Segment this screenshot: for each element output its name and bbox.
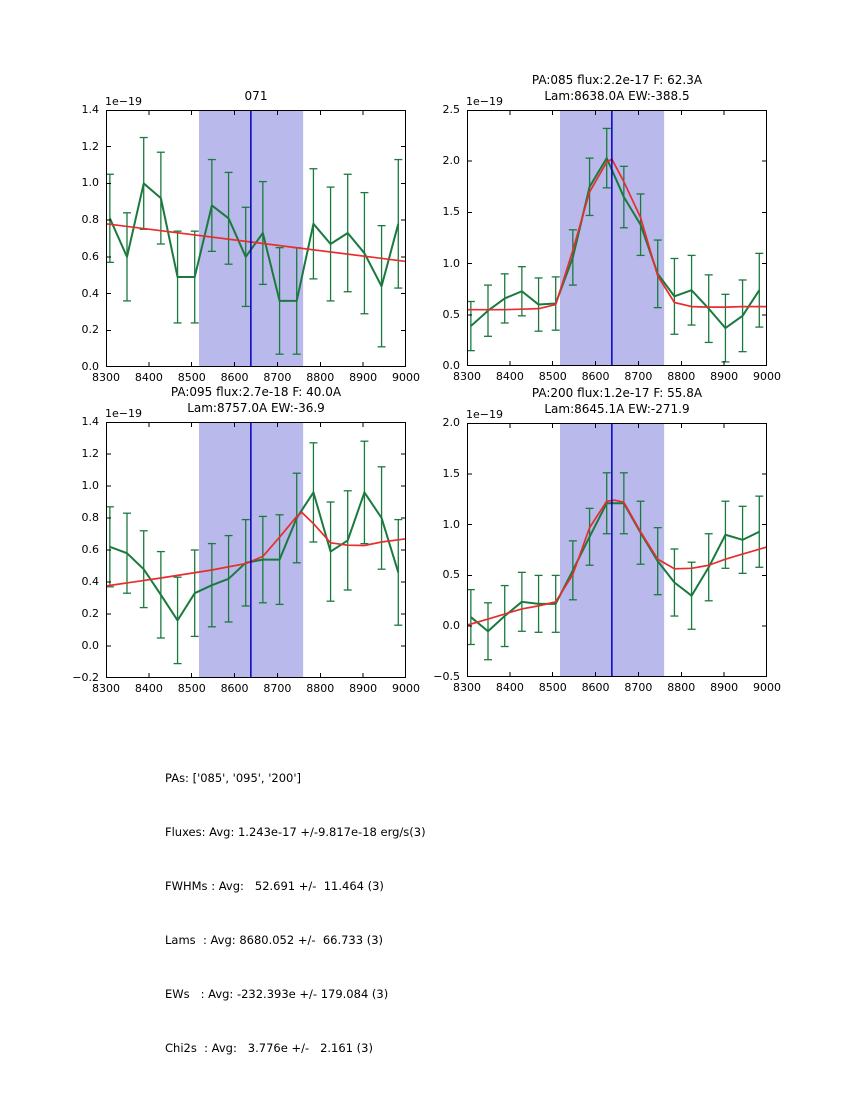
x-tick-label: 8900 <box>710 370 739 383</box>
x-tick-label: 8500 <box>177 682 206 695</box>
plot-title-line: Lam:8645.1A EW:-271.9 <box>544 401 690 416</box>
y-tick-label: 2.0 <box>442 416 460 429</box>
y-axis-offset-label: 1e−19 <box>466 408 503 421</box>
x-tick-label: 8800 <box>667 370 696 383</box>
plot-canvas <box>467 110 767 366</box>
x-tick-label: 8300 <box>92 682 120 695</box>
stats-chi2s: Chi2s : Avg: 3.776e +/- 2.161 (3) <box>165 1041 373 1055</box>
x-tick-label: 8700 <box>263 371 292 384</box>
y-tick-label: 1.0 <box>442 517 460 531</box>
stats-pas: PAs: ['085', '095', '200'] <box>165 771 302 785</box>
x-tick-label: 8900 <box>349 682 378 695</box>
y-tick-label: −0.5 <box>433 670 460 683</box>
y-tick-label: 0.2 <box>81 607 99 620</box>
y-tick-label: 0.6 <box>81 543 99 556</box>
x-tick-label: 8300 <box>453 370 481 383</box>
plot-title-line: PA:095 flux:2.7e-18 F: 40.0A <box>170 385 342 399</box>
subplot-bottom-left <box>72 385 420 695</box>
x-tick-label: 8400 <box>134 682 163 695</box>
x-tick-label: 9000 <box>753 370 781 383</box>
subplot-top-left <box>81 88 420 384</box>
x-tick-label: 8600 <box>220 682 249 695</box>
y-tick-label: 1.2 <box>81 447 99 460</box>
y-tick-label: 0.6 <box>81 249 99 263</box>
y-tick-label: 1.4 <box>81 103 99 116</box>
y-tick-label: 1.5 <box>442 466 460 480</box>
y-tick-label: 0.4 <box>81 286 99 300</box>
y-tick-label: 1.0 <box>81 479 99 492</box>
y-axis-offset-label: 1e−19 <box>105 95 142 108</box>
y-tick-label: 0.0 <box>81 360 99 373</box>
x-tick-label: 8500 <box>538 681 567 694</box>
x-tick-label: 8400 <box>134 371 163 384</box>
y-tick-label: 0.0 <box>442 359 460 372</box>
x-tick-label: 8500 <box>177 371 206 384</box>
y-axis-offset-label: 1e−19 <box>105 407 142 420</box>
x-tick-label: 8900 <box>349 371 378 384</box>
x-tick-label: 9000 <box>392 682 420 695</box>
x-tick-label: 8600 <box>220 371 249 384</box>
y-tick-label: 0.8 <box>81 511 99 524</box>
x-tick-label: 8700 <box>624 370 653 383</box>
x-tick-label: 9000 <box>392 371 420 384</box>
y-tick-label: 0.0 <box>442 619 460 633</box>
stats-fwhms: FWHMs : Avg: 52.691 +/- 11.464 (3) <box>165 879 384 893</box>
subplot-bottom-right <box>433 386 781 694</box>
y-tick-label: 1.4 <box>81 415 99 428</box>
x-tick-label: 8300 <box>92 371 120 384</box>
plot-canvas <box>467 423 767 677</box>
x-tick-label: 8900 <box>710 681 739 694</box>
plot-canvas <box>106 422 406 678</box>
x-tick-label: 9000 <box>753 681 781 694</box>
y-tick-label: 2.5 <box>442 103 460 116</box>
y-tick-label: 0.5 <box>442 307 460 321</box>
stats-ews: EWs : Avg: -232.393e +/- 179.084 (3) <box>165 987 389 1001</box>
y-tick-label: 0.5 <box>442 568 460 582</box>
stats-block <box>165 743 426 1095</box>
x-tick-label: 8400 <box>495 681 524 694</box>
y-tick-label: 0.4 <box>81 575 99 588</box>
y-tick-label: 0.8 <box>81 213 99 227</box>
y-tick-label: 0.2 <box>81 323 99 337</box>
y-tick-label: −0.2 <box>72 671 99 684</box>
plot-title-line: Lam:8638.0A EW:-388.5 <box>544 88 690 103</box>
plot-title-line: Lam:8757.0A EW:-36.9 <box>187 400 325 415</box>
x-tick-label: 8600 <box>581 681 610 694</box>
y-tick-label: 1.0 <box>442 256 460 270</box>
x-tick-label: 8700 <box>624 681 653 694</box>
y-tick-label: 1.5 <box>442 205 460 219</box>
x-tick-label: 8500 <box>538 370 567 383</box>
x-tick-label: 8800 <box>306 371 335 384</box>
x-tick-label: 8400 <box>495 370 524 383</box>
plot-title-line: 071 <box>244 88 268 103</box>
x-tick-label: 8700 <box>263 682 292 695</box>
plot-title-line: PA:085 flux:2.2e-17 F: 62.3A <box>531 73 703 87</box>
y-axis-offset-label: 1e−19 <box>466 95 503 108</box>
y-tick-label: 1.0 <box>81 176 99 190</box>
y-tick-label: 2.0 <box>442 154 460 168</box>
stats-lams: Lams : Avg: 8680.052 +/- 66.733 (3) <box>165 933 384 947</box>
x-tick-label: 8800 <box>667 681 696 694</box>
subplot-top-right <box>442 73 781 383</box>
stats-fluxes: Fluxes: Avg: 1.243e-17 +/-9.817e-18 erg/s(3) <box>165 825 426 839</box>
x-tick-label: 8600 <box>581 370 610 383</box>
plot-title-line: PA:200 flux:1.2e-17 F: 55.8A <box>531 386 703 400</box>
y-tick-label: 0.0 <box>81 639 99 652</box>
y-tick-label: 1.2 <box>81 139 99 153</box>
x-tick-label: 8300 <box>453 681 481 694</box>
x-tick-label: 8800 <box>306 682 335 695</box>
plot-canvas <box>106 110 406 367</box>
